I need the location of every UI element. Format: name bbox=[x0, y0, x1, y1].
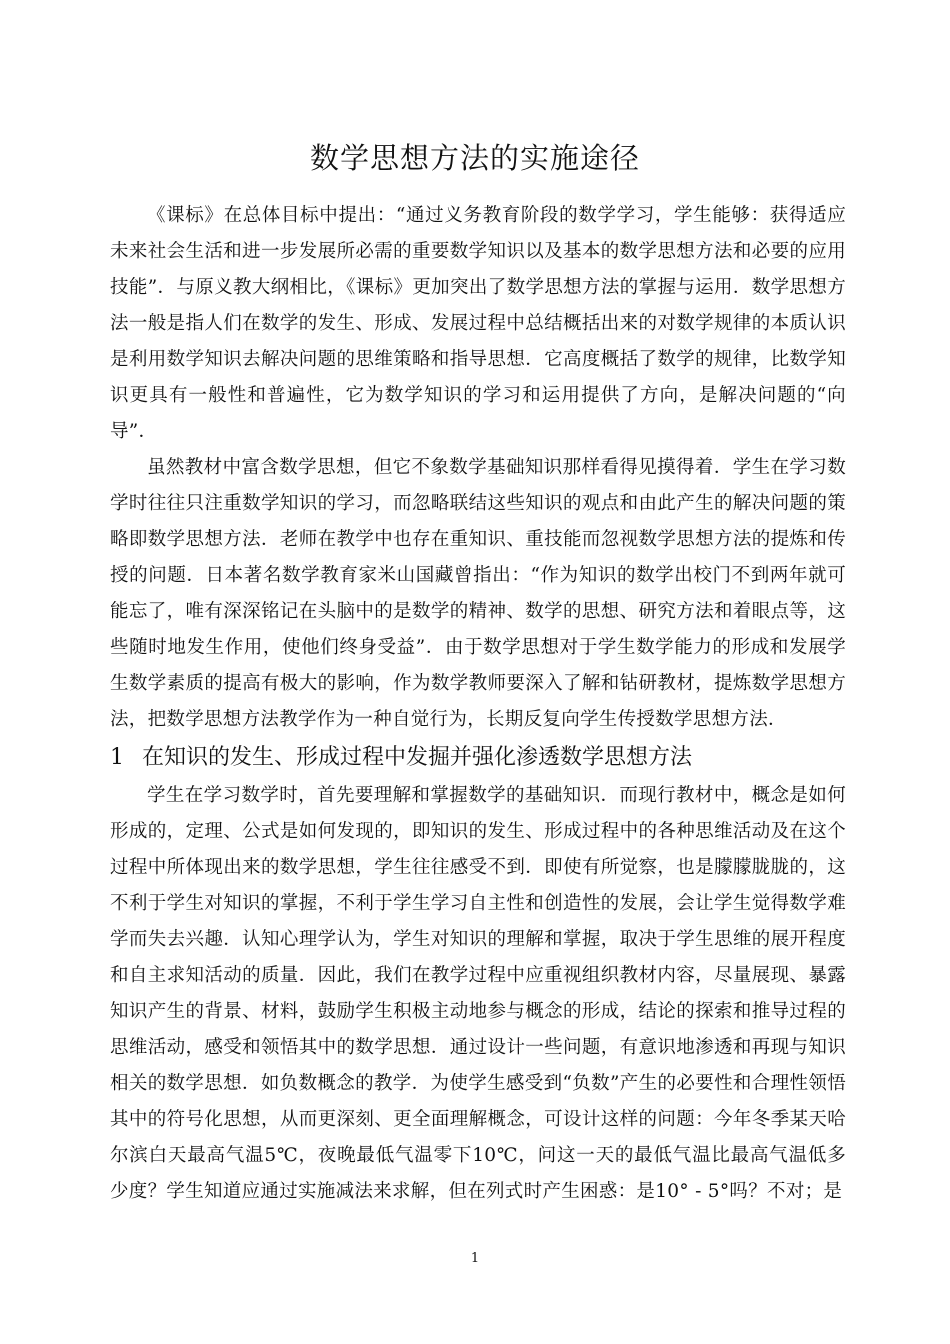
paragraph-3: 学生在学习数学时，首先要理解和掌握数学的基础知识．而现行教材中，概念是如何形成的，定理、公式是如何发现的，即知识的发生、形成过程中的各种思维活动及在这个过程中所体现出来的数学思想，学生往往感受不到．即使有所觉察，也是朦朦胧胧的，这不利于学生对知识的掌握，不利于学生学习自主性和创造性的发展，会让学生觉得数学难学而失去兴趣．认知心理学认为，学生对知识的理解和掌握，取决于学生思维的展开程度和自主求知活动的质量．因此，我们在教学过程中应重视组织教材内容，尽量展现、暴露知识产生的背景、材料，鼓励学生积极主动地参与概念的形成，结论的探索和推导过程的思维活动，感受和领悟其中的数学思想．通过设计一些问题，有意识地渗透和再现与知识相关的数学思想．如负数概念的教学．为使学生感受到“负数”产生的必要性和合理性领悟其中的符号化思想，从而更深刻、更全面理解概念，可设计这样的问题：今年冬季某天哈尔滨白天最高气温5℃，夜晚最低气温零下10℃，问这一天的最低气温比最高气温低多少度？学生知道应通过实施减法来求解，但在列式时产生困惑：是10° - 5°吗？不对；是 bbox=[110, 785, 846, 1202]
document-title: 数学思想方法的实施途径 bbox=[309, 141, 640, 175]
document-body bbox=[110, 198, 846, 1210]
section-heading-1 bbox=[110, 738, 846, 778]
paragraph-2: 虽然教材中富含数学思想，但它不象数学基础知识那样看得见摸得着．学生在学习数学时往往只注重数学知识的学习，而忽略联结这些知识的观点和由此产生的解决问题的策略即数学思想方法．老师在教学中也存在重知识、重技能而忽视数学思想方法的提炼和传授的问题．日本著名数学教育家米山国藏曾指出：“作为知识的数学出校门不到两年就可能忘了，唯有深深铭记在头脑中的是数学的精神、数学的思想、研究方法和着眼点等，这些随时地发生作用，使他们终身受益”．由于数学思想对于学生数学能力的形成和发展学生数学素质的提高有极大的影响，作为数学教师要深入了解和钻研教材，提炼数学思想方法，把数学思想方法教学作为一种自觉行为，长期反复向学生传授数学思想方法． bbox=[110, 457, 846, 730]
section-number: 1 bbox=[110, 745, 124, 770]
paragraph-1: 《课标》在总体目标中提出：“通过义务教育阶段的数学学习，学生能够：获得适应未来社会生活和进一步发展所必需的重要数学知识以及基本的数学思想方法和必要的应用技能”．与原义教大纲相比，《课标》更加突出了数学思想方法的掌握与运用．数学思想方法一般是指人们在数学的发生、形成、发展过程中总结概括出来的对数学规律的本质认识是利用数学知识去解决问题的思维策略和指导思想．它高度概括了数学的规律，比数学知识更具有一般性和普遍性，它为数学知识的学习和运用提供了方向，是解决问题的“向导”． bbox=[110, 205, 846, 442]
section-title: 在知识的发生、形成过程中发掘并强化渗透数学思想方法 bbox=[142, 745, 693, 770]
page-number: 1 bbox=[470, 1251, 480, 1266]
